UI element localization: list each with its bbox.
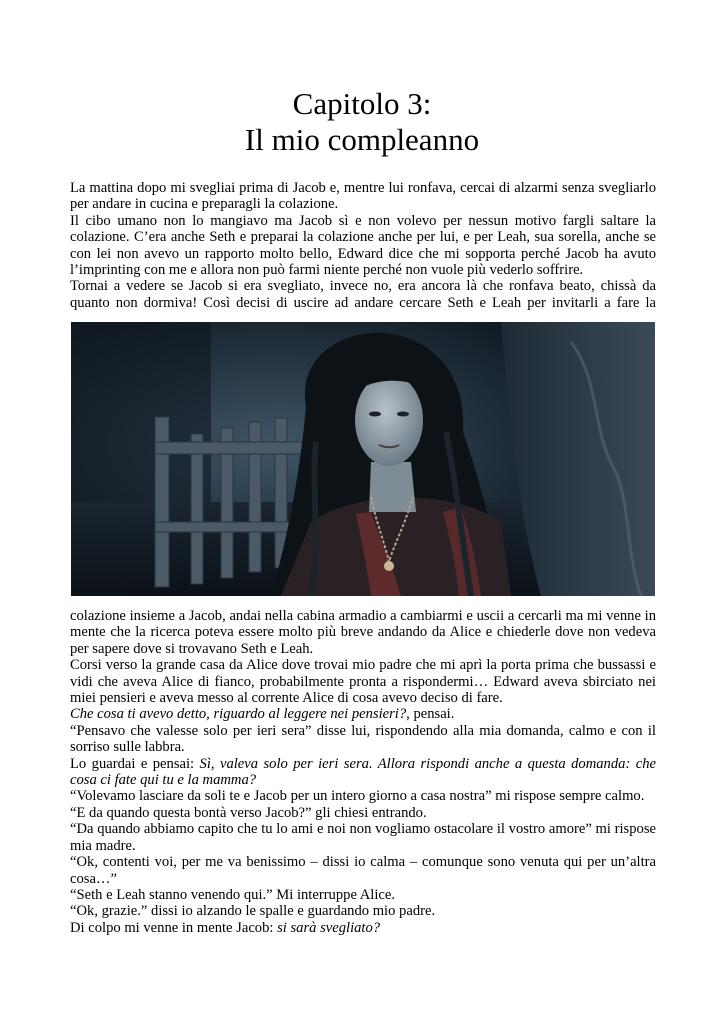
chapter-number: Capitolo 3: [292,86,432,121]
chapter-title [0,86,724,158]
paragraph: “E da quando questa bontà verso Jacob?” gli chiesi entrando. [70,804,427,821]
paragraph: Tornai a vedere se Jacob si era svegliato, invece no, era ancora là che ronfava beato, chissà da quanto non dormiva! Così decisi di uscire ad andare cercare Seth e Leah per invitarli a fare la [70,278,656,311]
paragraph: “Pensavo che valesse solo per ieri sera” disse lui, rispondendo alla mia domanda, calmo e con il sorriso sulle labbra. [70,722,656,756]
text-block-top [70,180,656,311]
text-run: Lo guardai e pensai: [70,755,200,772]
paragraph [70,920,656,936]
paragraph: “Ok, grazie.” dissi io alzando le spalle e guardando mio padre. [70,903,436,920]
paragraph [70,756,656,789]
paragraph: colazione insieme a Jacob, andai nella cabina armadio a cambiarmi e uscii a cercarli ma mi venne in mente che la ricerca poteva essere molto più breve andando da Alice e chiederle dove non vedeva per sapere dove si trovavano Seth e Leah. [70,608,656,657]
text-run: , pensai. [406,706,455,723]
paragraph: Il cibo umano non lo mangiavo ma Jacob sì e non volevo per nessun motivo fargli saltare la colazione. C’era anche Seth e preparai la colazione anche per lui, e per Leah, sua sorella, anche se con lei non avevo un rapporto molto bello, Edward dice che mi sopporta perché Jacob ha avuto l’imprinting con me e allora non può farmi niente perché non vuole più vederlo soffrire. [70,212,656,279]
paragraph: “Volevamo lasciare da soli te e Jacob per un intero giorno a casa nostra” mi rispose sempre calmo. [70,788,645,805]
paragraph: “Da quando abbiamo capito che tu lo ami e noi non vogliamo ostacolare il vostro amore” mi rispose mia madre. [70,821,656,854]
chapter-name: Il mio compleanno [244,122,480,157]
paragraph: “Ok, contenti voi, per me va benissimo – dissi io calma – comunque sono venuta qui per un’altra cosa…” [70,854,656,887]
italic-thought: si sarà svegliato? [277,919,381,936]
text-run: Di colpo mi venne in mente Jacob: [70,919,278,936]
illustration-photo [71,322,655,596]
text-block-bottom [70,608,656,936]
italic-thought: Che cosa ti avevo detto, riguardo al leggere nei pensieri? [70,706,407,723]
paragraph [70,706,656,722]
paragraph: La mattina dopo mi svegliai prima di Jacob e, mentre lui ronfava, cercai di alzarmi senza svegliarlo per andare in cucina e preparagli la colazione. [70,180,656,213]
paragraph: “Seth e Leah stanno venendo qui.” Mi interruppe Alice. [70,886,396,903]
italic-thought: Sì, valeva solo per ieri sera. Allora rispondi anche a questa domanda: che cosa ci fate qui tu e la mamma? [70,755,656,789]
paragraph: Corsi verso la grande casa da Alice dove trovai mio padre che mi aprì la porta prima che bussassi e vidi che aveva Alice di fianco, probabilmente pronta a rispondermi… Edward aveva sbirciato nei miei pensieri e aveva messo al corrente Alice di cosa avevo deciso di fare. [70,657,656,707]
